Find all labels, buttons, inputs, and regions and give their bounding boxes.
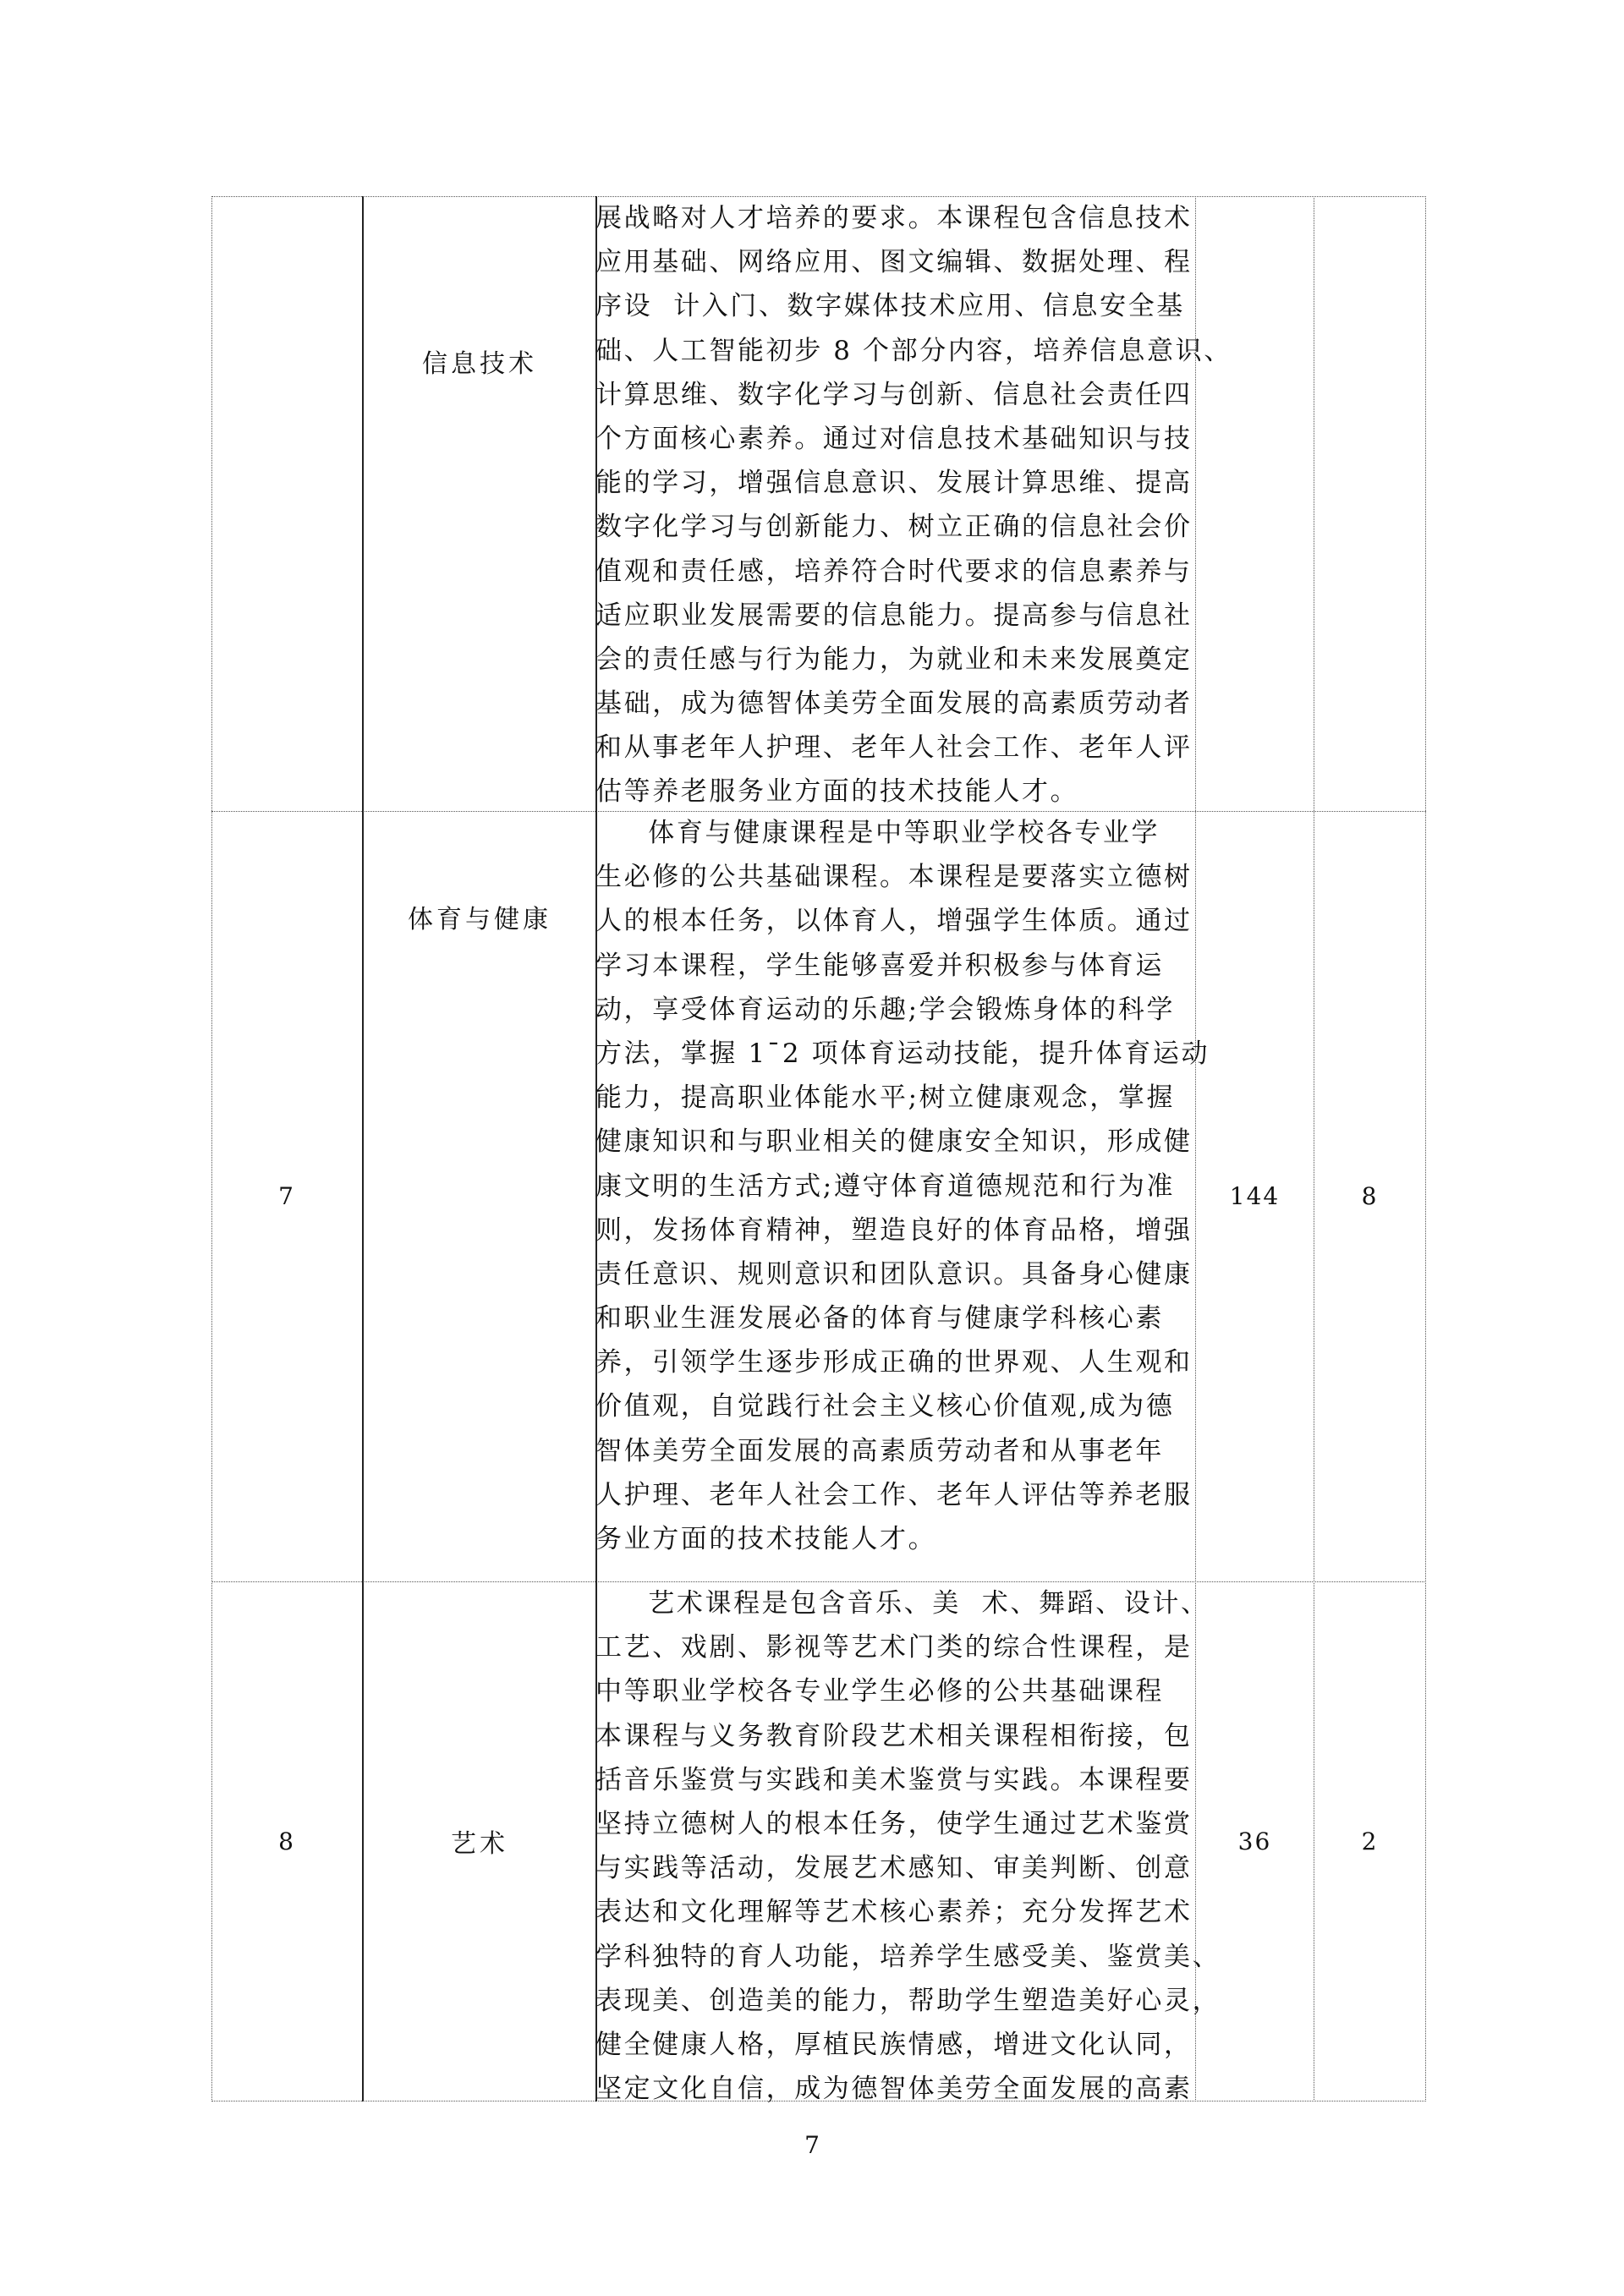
description-line: 务业方面的技术技能人才。	[595, 1524, 937, 1554]
course-description	[595, 1581, 1221, 2111]
description-line: 计算思维、数字化学习与创新、信息社会责任四	[595, 379, 1193, 410]
row-index: 8	[278, 1827, 295, 1855]
curriculum-table	[211, 196, 1426, 2105]
description-line: 价值观，自觉践行社会主义核心价值观,成为德	[595, 1391, 1175, 1422]
hours-value: 36	[1237, 1827, 1272, 1855]
description-line: 础、人工智能初步 8 个部分内容，培养信息意识、	[595, 335, 1232, 366]
description-line: 序设 计入门、数字媒体技术应用、信息安全基	[595, 291, 1185, 322]
description-line: 学科独特的育人功能，培养学生感受美、鉴赏美、	[595, 1941, 1221, 1972]
description-line: 方法，掌握 1¯2 项体育运动技能，提升体育运动	[595, 1038, 1210, 1069]
description-line: 人护理、老年人社会工作、老年人评估等养老服	[595, 1479, 1193, 1510]
description-line: 本课程与义务教育阶段艺术相关课程相衔接，包	[595, 1720, 1193, 1751]
description-line: 适应职业发展需要的信息能力。提高参与信息社	[595, 600, 1193, 631]
credits-value: 8	[1361, 1182, 1379, 1210]
column-divider	[1425, 196, 1426, 2101]
course-description	[595, 811, 1210, 1561]
description-line: 艺术课程是包含音乐、美 术、舞蹈、设计、	[595, 1588, 1210, 1619]
description-line: 个方面核心素养。通过对信息技术基础知识与技	[595, 423, 1193, 454]
description-line: 能的学习，增强信息意识、发展计算思维、提高	[595, 468, 1193, 499]
course-description	[595, 196, 1232, 814]
description-line: 坚定文化自信，成为德智体美劳全面发展的高素	[595, 2074, 1193, 2105]
description-line: 表现美、创造美的能力，帮助学生塑造美好心灵，	[595, 1985, 1221, 2016]
description-line: 养，引领学生逐步形成正确的世界观、人生观和	[595, 1347, 1193, 1378]
description-line: 和从事老年人护理、老年人社会工作、老年人评	[595, 732, 1193, 764]
description-line: 坚持立德树人的根本任务，使学生通过艺术鉴赏	[595, 1808, 1193, 1839]
description-line: 值观和责任感，培养符合时代要求的信息素养与	[595, 556, 1193, 587]
credits-value: 2	[1361, 1827, 1379, 1855]
description-line: 责任意识、规则意识和团队意识。具备身心健康	[595, 1258, 1193, 1290]
description-line: 基础，成为德智体美劳全面发展的高素质劳动者	[595, 688, 1193, 720]
page-number: 7	[804, 2131, 820, 2159]
description-line: 康文明的生活方式;遵守体育道德规范和行为准	[595, 1170, 1176, 1202]
description-line: 动，享受体育运动的乐趣;学会锻炼身体的科学	[595, 994, 1176, 1025]
course-name: 艺术	[451, 1829, 508, 1859]
description-line: 生必修的公共基础课程。本课程是要落实立德树	[595, 862, 1193, 893]
course-name: 信息技术	[422, 349, 537, 379]
row-index: 7	[278, 1182, 295, 1210]
description-line: 展战略对人才培养的要求。本课程包含信息技术	[595, 203, 1193, 233]
description-line: 体育与健康课程是中等职业学校各专业学	[595, 818, 1160, 848]
description-line: 能力，提高职业体能水平;树立健康观念，掌握	[595, 1082, 1176, 1114]
description-line: 中等职业学校各专业学生必修的公共基础课程	[595, 1676, 1164, 1707]
description-line: 应用基础、网络应用、图文编辑、数据处理、程	[595, 247, 1193, 278]
description-line: 会的责任感与行为能力，为就业和未来发展奠定	[595, 644, 1193, 675]
hours-value: 144	[1229, 1182, 1281, 1210]
description-line: 健全健康人格，厚植民族情感，增进文化认同，	[595, 2029, 1193, 2060]
description-line: 健康知识和与职业相关的健康安全知识，形成健	[595, 1126, 1193, 1158]
course-name: 体育与健康	[408, 905, 551, 934]
description-line: 和职业生涯发展必备的体育与健康学科核心素	[595, 1303, 1164, 1334]
description-line: 表达和文化理解等艺术核心素养；充分发挥艺术	[595, 1897, 1193, 1928]
description-line: 学习本课程，学生能够喜爱并积极参与体育运	[595, 950, 1164, 981]
description-line: 数字化学习与创新能力、树立正确的信息社会价	[595, 512, 1193, 543]
description-line: 则，发扬体育精神，塑造良好的体育品格，增强	[595, 1214, 1193, 1246]
description-line: 智体美劳全面发展的高素质劳动者和从事老年	[595, 1435, 1164, 1466]
description-line: 括音乐鉴赏与实践和美术鉴赏与实践。本课程要	[595, 1764, 1193, 1795]
description-line: 与实践等活动，发展艺术感知、审美判断、创意	[595, 1853, 1193, 1884]
description-line: 人的根本任务，以体育人，增强学生体质。通过	[595, 906, 1193, 937]
description-line: 估等养老服务业方面的技术技能人才。	[595, 776, 1079, 808]
description-line: 工艺、戏剧、影视等艺术门类的综合性课程，是	[595, 1632, 1193, 1663]
